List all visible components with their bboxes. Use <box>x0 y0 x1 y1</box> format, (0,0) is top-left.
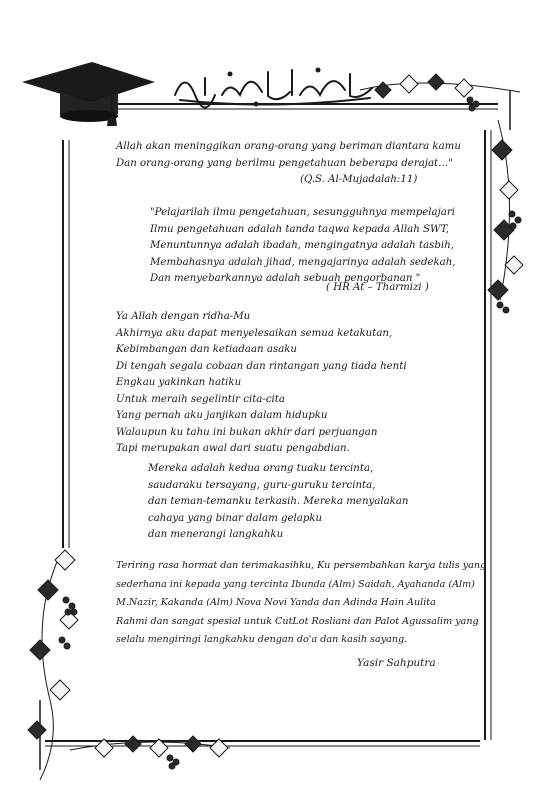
dedication-paragraph <box>116 557 486 650</box>
prayer-section <box>116 309 407 458</box>
tribute-line: Mereka adalah kedua orang tuaku tercinta, <box>148 463 374 474</box>
dedication-line: Teriring rasa hormat dan terimakasihku, Ku persembahkan karya tulis yang <box>116 560 487 571</box>
prayer-line: Di tengah segala cobaan dan rintangan yang tiada henti <box>116 360 407 372</box>
prayer-line: Akhirnya aku dapat menyelesaikan semua ketakutan, <box>116 327 393 339</box>
hadith-quote <box>150 205 456 288</box>
quran-quote <box>116 139 461 172</box>
prayer-line: Engkau yakinkan hatiku <box>116 377 242 388</box>
dedication-line: Rahmi dan sangat spesial untuk CutLot Rosliani dan Palot Agussalim yang <box>116 615 479 627</box>
bismillah-calligraphy <box>175 69 372 108</box>
hadith-quote-source: ( HR At – Tharmizi ) <box>326 282 429 293</box>
prayer-line: Ya Allah dengan ridha-Mu <box>116 311 251 322</box>
quran-quote-line: Dan orang-orang yang berilmu pengetahuan beberapa derajat…" <box>116 157 453 169</box>
dedication-line: M.Nazir, Kakanda (Alm) Nova Novi Yanda dan Adinda Hain Aulita <box>116 597 436 608</box>
tribute-line: saudaraku tersayang, guru-guruku tercinta, <box>148 479 376 491</box>
hadith-quote-line: Membahasnya adalah jihad, mengajarinya adalah sedekah, <box>150 256 456 268</box>
hadith-quote-line: Dan menyebarkannya adalah sebuah pengorbanan " <box>150 273 421 284</box>
prayer-line: Yang pernah aku janjikan dalam hidupku <box>116 410 328 421</box>
graduation-cap-icon <box>22 62 155 126</box>
tribute-line: dan teman-temanku terkasih. Mereka menyalakan <box>148 496 409 507</box>
dedication-line: selalu mengiringi langkahku dengan do'a dan kasih sayang. <box>116 634 408 645</box>
hadith-quote-line: Menuntunnya adalah ibadah, mengingatnya adalah tasbih, <box>150 240 454 251</box>
prayer-line: Walaupun ku tahu ini bukan akhir dari perjuangan <box>116 426 378 438</box>
tribute-line: cahaya yang binar dalam gelapku <box>148 512 323 524</box>
prayer-line: Untuk meraih segelintir cita-cita <box>116 393 285 405</box>
quran-quote-source: (Q.S. Al-Mujadalah:11) <box>300 174 418 185</box>
tribute-section <box>148 461 408 544</box>
signature-name: Yasir Sahputra <box>357 657 436 669</box>
hadith-quote-line: Ilmu pengetahuan adalah tanda taqwa kepada Allah SWT, <box>150 223 450 235</box>
prayer-line: Tapi merupakan awal dari suatu pengabdian. <box>116 443 350 454</box>
dedication-line: sederhana ini kepada yang tercinta Ibunda (Alm) Saidah, Ayahanda (Alm) <box>116 578 475 590</box>
prayer-line: Kebimbangan dan ketiadaan asaku <box>116 344 297 355</box>
tribute-line: dan menerangi langkahku <box>148 529 284 540</box>
hadith-quote-line: "Pelajarilah ilmu pengetahuan, sesungguhnya mempelajari <box>150 207 455 218</box>
quran-quote-line: Allah akan meninggikan orang-orang yang beriman diantara kamu <box>116 141 461 152</box>
